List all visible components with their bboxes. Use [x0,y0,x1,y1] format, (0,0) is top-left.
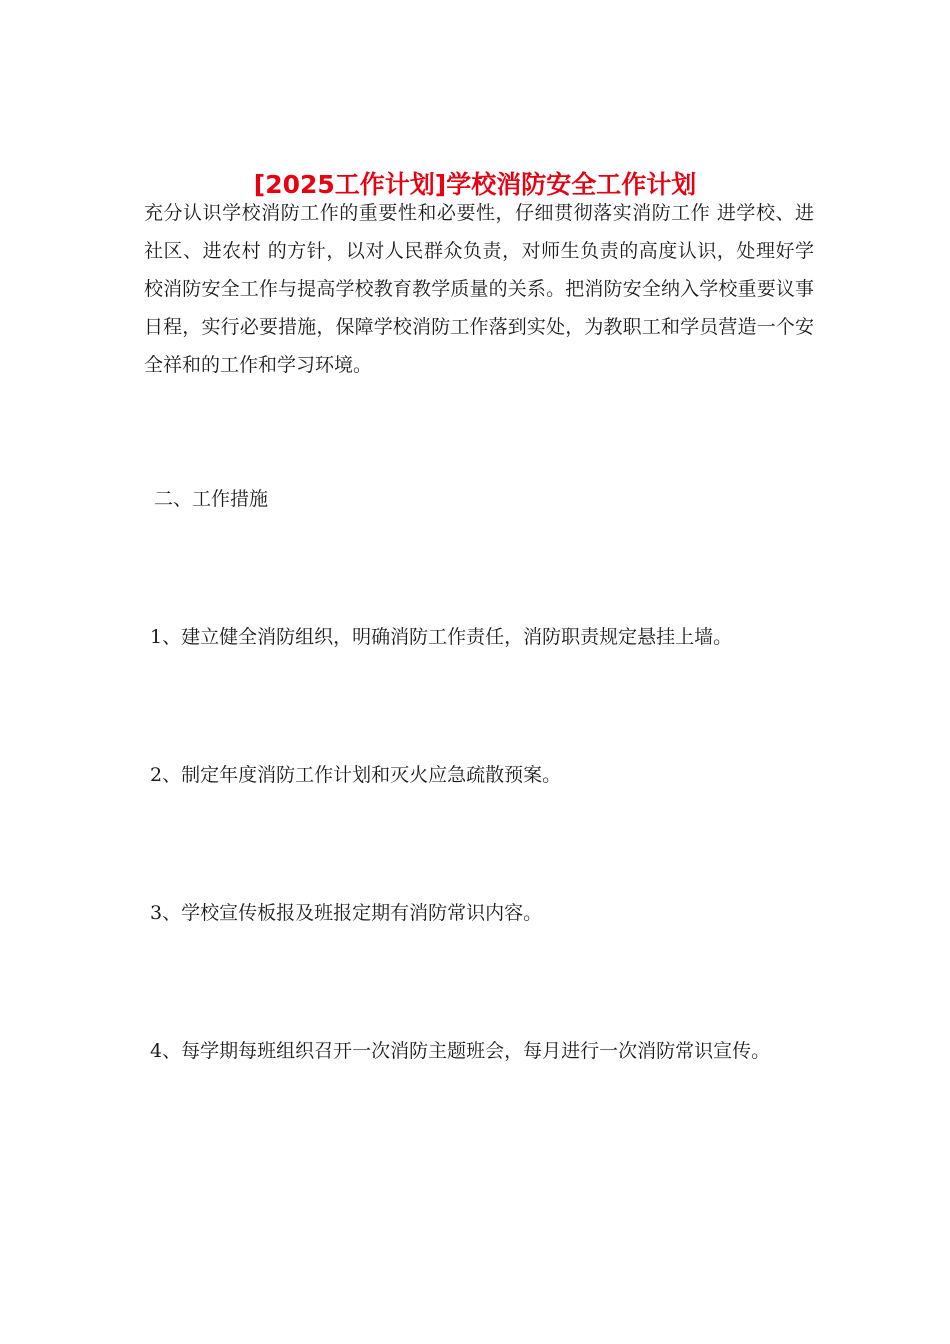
section-heading: 二、工作措施 [154,488,269,510]
measure-item-3: 3、学校宣传板报及班报定期有消防常识内容。 [150,902,543,924]
intro-paragraph: 充分认识学校消防工作的重要性和必要性，仔细贯彻落实消防工作 进学校、进社区、进农村 的方针，以对人民群众负责，对师生负责的高度认识，处理好学校消防安全工作与提高学校教育教学质量的关系。把消防安全纳入学校重要议事日程，实行必要措施，保障学校消防工作落到实处，为教职工和学员营造一个安全祥和的工作和学习环境。 [144,202,814,376]
measure-item-1: 1、建立健全消防组织，明确消防工作责任，消防职责规定悬挂上墙。 [150,626,733,648]
measure-item-4: 4、每学期每班组织召开一次消防主题班会，每月进行一次消防常识宣传。 [150,1040,771,1062]
page-title: [2025工作计划]学校消防安全工作计划 [253,169,697,199]
measure-item-2: 2、制定年度消防工作计划和灭火应急疏散预案。 [150,764,562,786]
